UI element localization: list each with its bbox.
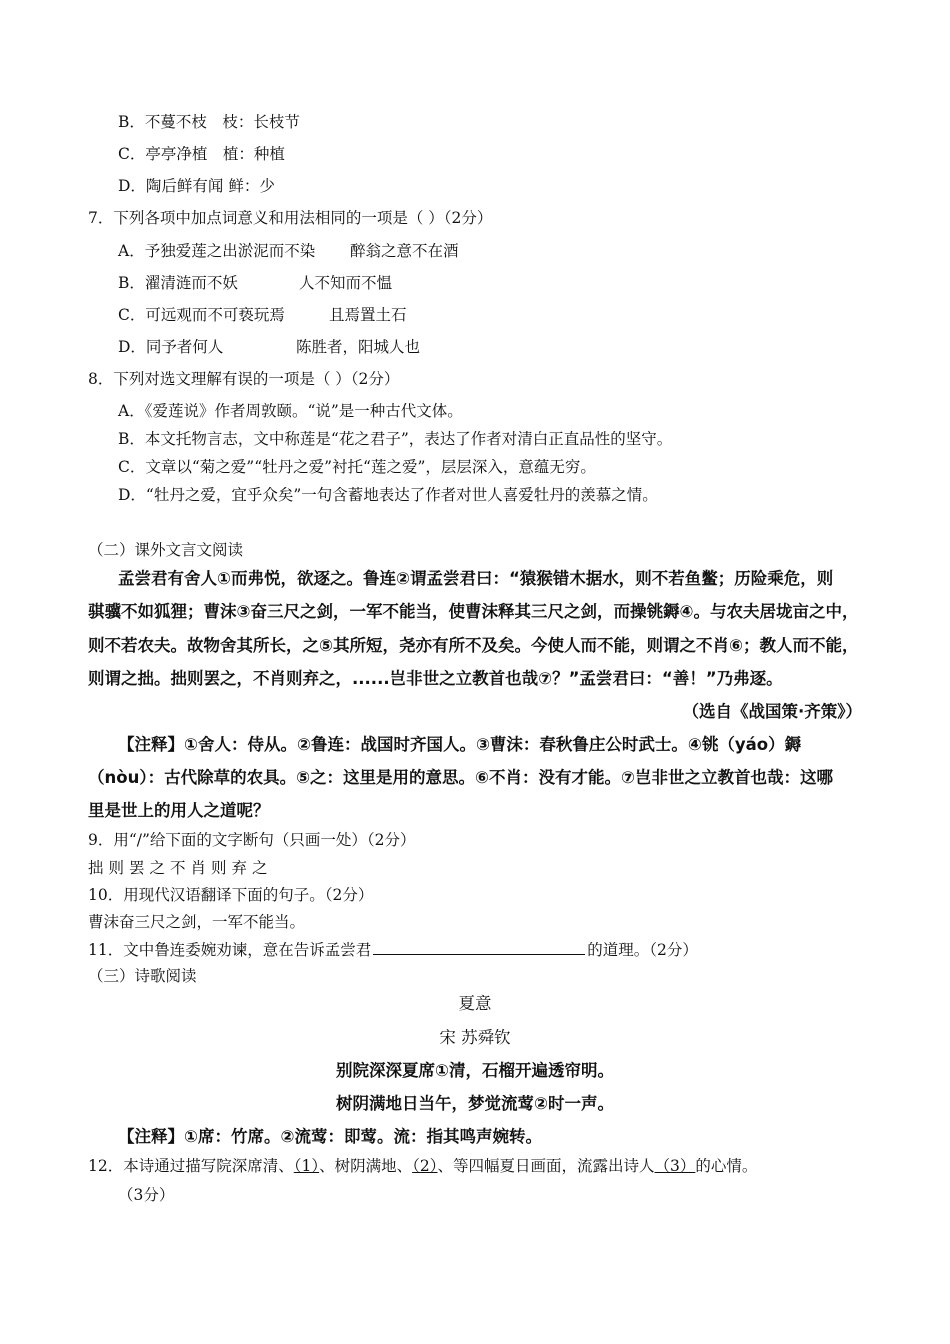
q11-line (88, 938, 698, 961)
q7-option-c-left: C．可远观而不可亵玩焉 (118, 306, 285, 324)
q7-option-a-right: 醉翁之意不在酒 (350, 242, 459, 260)
notes-line-1: 【注释】①舍人：侍从。②鲁连：战国时齐国人。③曹沫：春秋鲁庄公时武士。④铫（yáo）鎒 (118, 735, 802, 754)
poem-notes: 【注释】①席：竹席。②流莺：即莺。流：指其鸣声婉转。 (118, 1127, 542, 1146)
q12-score: （3分） (118, 1186, 175, 1204)
section2-title: （二）课外文言文阅读 (88, 541, 244, 559)
q12-line (88, 1155, 757, 1177)
q11-before: 11．文中鲁连委婉劝谏，意在告诉孟尝君 (88, 941, 372, 959)
poem-line-1: 别院深深夏席①清，石榴开遍透帘明。 (336, 1061, 614, 1080)
passage-source: （选自《战国策·齐策》） (682, 702, 862, 721)
q8-stem: 8．下列对选文理解有误的一项是（ ）（2分） (88, 370, 400, 388)
passage-line-2: 骐骥不如狐狸；曹沫③奋三尺之剑，一军不能当，使曹沫释其三尺之剑，而操铫鎒④。与农夫居垅亩之中， (88, 602, 859, 621)
passage-line-3: 则不若农夫。故物舍其所长，之⑤其所短，尧亦有所不及矣。今使人而不能，则谓之不肖⑥；教人而不能， (88, 636, 859, 655)
q12-part-4: 的心情。 (695, 1157, 758, 1175)
q8-option-d: D．“牡丹之爱，宜乎众矣”一句含蓄地表达了作者对世人喜爱牡丹的羡慕之情。 (118, 486, 658, 504)
q7-option-d-right: 陈胜者，阳城人也 (296, 338, 421, 356)
q9-stem: 9．用“/”给下面的文字断句（只画一处）（2分） (88, 831, 416, 849)
q12-part-1: 12．本诗通过描写院深席清、 (88, 1157, 294, 1175)
q6-option-b: B．不蔓不枝 枝：长枝节 (118, 113, 300, 131)
poem-line-2: 树阴满地日当午，梦觉流莺②时一声。 (336, 1094, 614, 1113)
q7-option-d-left: D．同予者何人 (118, 338, 224, 356)
q7-option-b-left: B．濯清涟而不妖 (118, 274, 238, 292)
q8-option-c: C．文章以“菊之爱”“牡丹之爱”衬托“莲之爱”，层层深入，意蕴无穷。 (118, 458, 596, 476)
q6-option-d: D．陶后鲜有闻 鲜：少 (118, 177, 275, 195)
passage-line-4: 则谓之拙。拙则罢之，不肖则弃之，......岂非世之立教首也哉⑦？”孟尝君曰：“善！”乃弗逐。 (88, 669, 783, 688)
poem-title: 夏意 (458, 994, 492, 1013)
q10-stem: 10．用现代汉语翻译下面的句子。（2分） (88, 886, 374, 904)
passage-line-1: 孟尝君有舍人①而弗悦，欲逐之。鲁连②谓孟尝君曰：“猿猴错木据水，则不若鱼鳖；历险乘危，则 (118, 569, 834, 588)
notes-line-2: （nòu）：古代除草的农具。⑤之：这里是用的意思。⑥不肖：没有才能。⑦岂非世之立教首也哉：这哪 (88, 768, 833, 787)
q12-part-3: 、等四幅夏日画面，流露出诗人 (437, 1157, 655, 1175)
q7-option-b-right: 人不知而不愠 (299, 274, 393, 292)
q12-part-2: 、树阴满地、 (319, 1157, 413, 1175)
q12-blank-1[interactable]: （1） (293, 1157, 320, 1175)
q7-stem: 7．下列各项中加点词意义和用法相同的一项是（ ）（2分） (88, 209, 493, 227)
q11-after: 的道理。（2分） (587, 941, 698, 959)
q7-option-c-right: 且焉置土石 (329, 306, 407, 324)
q10-text: 曹沫奋三尺之剑，一军不能当。 (88, 913, 306, 931)
q11-answer-blank[interactable] (373, 938, 585, 955)
notes-line-3: 里是世上的用人之道呢？ (88, 801, 270, 820)
q8-option-b: B．本文托物言志，文中称莲是“花之君子”，表达了作者对清白正直品性的坚守。 (118, 430, 673, 448)
q8-option-a: A．《爱莲说》作者周敦颐。“说”是一种古代文体。 (118, 402, 463, 420)
q9-text: 拙则罢之不肖则弃之 (88, 859, 273, 877)
q6-option-c: C．亭亭净植 植：种植 (118, 145, 285, 163)
q12-blank-3[interactable]: （3） (654, 1157, 696, 1175)
q7-option-a-left: A．予独爱莲之出淤泥而不染 (118, 242, 316, 260)
poem-author: 宋 苏舜钦 (439, 1028, 511, 1047)
section3-title: （三）诗歌阅读 (88, 967, 197, 985)
q12-blank-2[interactable]: （2） (412, 1157, 438, 1175)
